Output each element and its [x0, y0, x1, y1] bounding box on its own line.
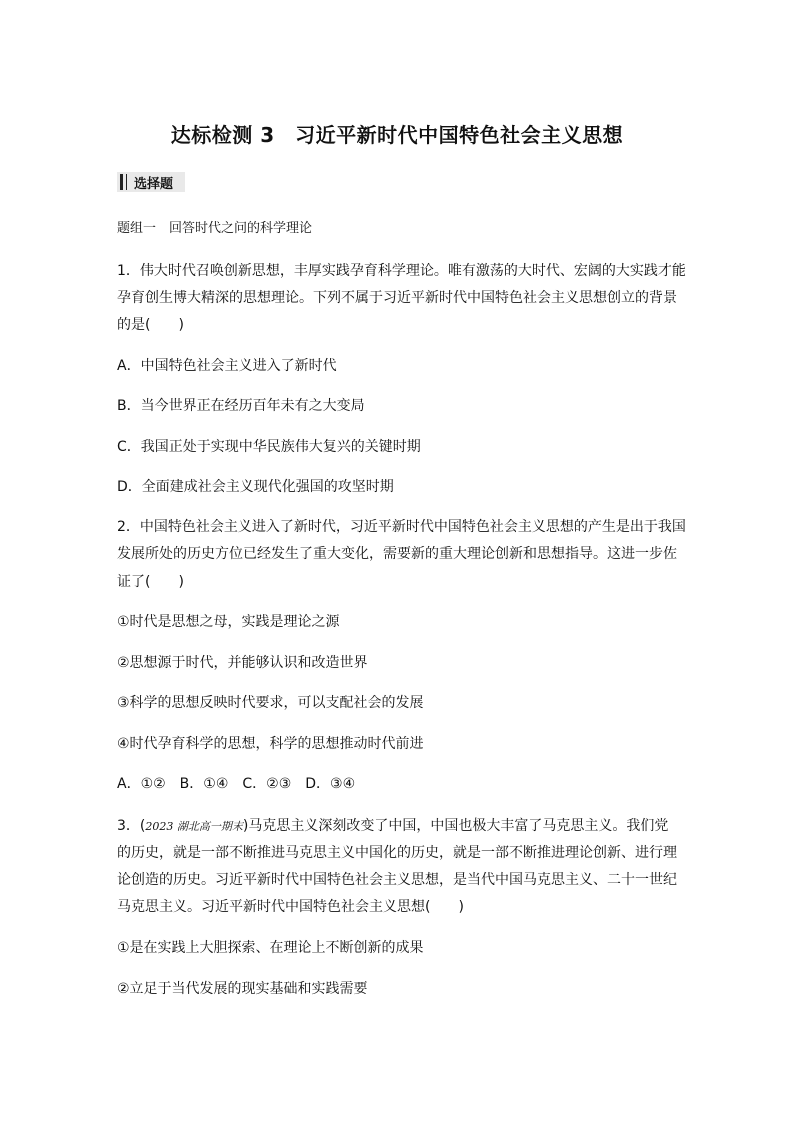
q1-line: 的是( ) [117, 317, 184, 333]
q1-option-a: A．中国特色社会主义进入了新时代 [117, 358, 337, 374]
q2-line: 证了( ) [117, 574, 184, 590]
q2-line: 发展所处的历史方位已经发生了重大变化，需要新的重大理论创新和思想指导。这进一步佐 [117, 546, 677, 562]
q2-item: ②思想源于时代，并能够认识和改造世界 [117, 655, 368, 671]
q1-option-d: D．全面建成社会主义现代化强国的攻坚时期 [117, 479, 394, 495]
page-title: 达标检测 3 习近平新时代中国特色社会主义思想 [170, 123, 624, 147]
q3-source: 2023 湖北高一期末 [145, 820, 243, 833]
q3-line [117, 816, 687, 837]
q3-item: ①是在实践上大胆探索、在理论上不断创新的成果 [117, 940, 424, 956]
q2-line: 2．中国特色社会主义进入了新时代，习近平新时代中国特色社会主义思想的产生是出于我国 [117, 519, 686, 535]
section-label: 选择题 [134, 176, 174, 192]
q1-line: 1．伟大时代召唤创新思想，丰厚实践孕育科学理论。唯有激荡的大时代、宏阔的大实践才能 [117, 263, 686, 279]
q2-item: ③科学的思想反映时代要求，可以支配社会的发展 [117, 695, 424, 711]
q2-item: ①时代是思想之母，实践是理论之源 [117, 614, 340, 630]
section-bar-thin-icon [126, 174, 127, 190]
q1-option-b: B．当今世界正在经历百年未有之大变局 [117, 398, 365, 414]
q3-item: ②立足于当代发展的现实基础和实践需要 [117, 981, 368, 997]
q2-item: ④时代孕育科学的思想，科学的思想推动时代前进 [117, 736, 424, 752]
section-bar-icon [120, 174, 123, 190]
group-title: 题组一 回答时代之问的科学理论 [117, 221, 313, 236]
q3-line: 的历史，就是一部不断推进马克思主义中国化的历史，就是一部不断推进理论创新、进行理 [117, 845, 677, 861]
q2-answers: A．①② B．①④ C．②③ D．③④ [117, 776, 356, 792]
q3-line: 论创造的历史。习近平新时代中国特色社会主义思想，是当代中国马克思主义、二十一世纪 [117, 872, 677, 888]
section-tag [117, 172, 185, 192]
q1-line: 孕育创生博大精深的思想理论。下列不属于习近平新时代中国特色社会主义思想创立的背景 [117, 290, 677, 306]
q3-line1-rest: )马克思主义深刻改变了中国，中国也极大丰富了马克思主义。我们党 [242, 818, 669, 834]
q3-line: 马克思主义。习近平新时代中国特色社会主义思想( ) [117, 899, 464, 915]
q3-prefix: 3．( [117, 818, 146, 834]
q1-option-c: C．我国正处于实现中华民族伟大复兴的关键时期 [117, 439, 421, 455]
